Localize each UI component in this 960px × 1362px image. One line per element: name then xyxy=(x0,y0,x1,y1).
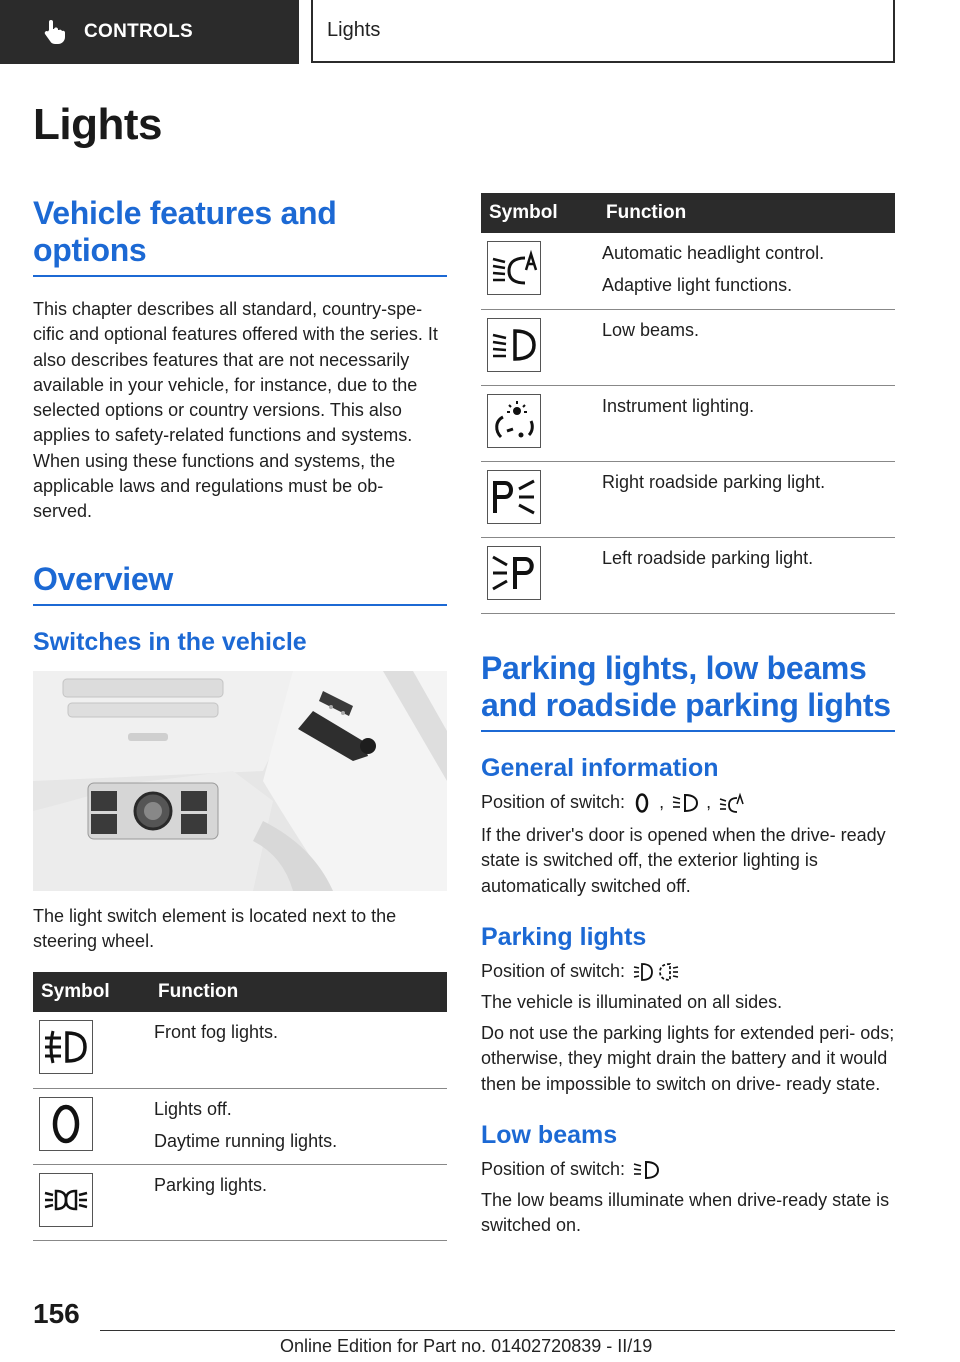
parking-lights-icon xyxy=(41,1178,91,1222)
low-beams-icon xyxy=(489,323,539,367)
right-column xyxy=(481,650,895,1239)
lights-off-icon xyxy=(633,792,651,814)
switch-caption: The light switch element is located next to the steering wheel. xyxy=(33,906,397,952)
function-text: Daytime running lights. xyxy=(154,1130,338,1151)
position-label: Position of switch: xyxy=(481,960,626,981)
general-info-heading: General information xyxy=(481,754,719,782)
function-text: Parking lights. xyxy=(154,1174,268,1195)
function-text: Right roadside parking light. xyxy=(602,471,826,492)
position-label: Position of switch: xyxy=(481,1159,626,1180)
function-column-header: Function xyxy=(594,193,895,233)
parking-lights-warning: Do not use the parking lights for extended peri‐ ods; otherwise, they might drain the battery and it would then be impossible to switch on drive‐ ready state. xyxy=(481,1023,895,1094)
front-fog-lights-icon xyxy=(41,1025,91,1069)
right-symbol-table xyxy=(481,193,895,614)
low-beams-icon xyxy=(633,1159,659,1181)
position-label: Position of switch: xyxy=(481,792,626,812)
function-text: Left roadside parking light. xyxy=(602,547,814,568)
page-number: 156 xyxy=(33,1298,80,1329)
parking-lights-icon xyxy=(633,961,679,983)
topic-tab xyxy=(311,0,895,63)
parking-lowbeam-heading: Parking lights, low beams and roadside parking lights xyxy=(481,650,895,732)
left-column xyxy=(33,195,447,657)
automatic-headlight-icon xyxy=(489,246,539,290)
function-text: Instrument lighting. xyxy=(602,395,755,416)
automatic-headlight-icon xyxy=(719,792,745,814)
low-beams-icon xyxy=(672,792,698,814)
symbol-column-header: Symbol xyxy=(33,972,146,1012)
parking-lights-text: The vehicle is illuminated on all sides. xyxy=(481,991,783,1012)
light-switch-photo xyxy=(33,671,447,891)
low-beams-switch-position xyxy=(481,1154,895,1184)
section-tab xyxy=(0,0,299,64)
left-parking-light-icon xyxy=(489,551,539,595)
instrument-lighting-icon xyxy=(489,399,539,443)
overview-heading: Overview xyxy=(33,561,447,606)
footer-divider xyxy=(100,1330,895,1331)
lights-off-icon xyxy=(41,1102,91,1146)
section-label: CONTROLS xyxy=(84,21,194,42)
function-text: Adaptive light functions. xyxy=(602,275,793,295)
hand-pointer-icon xyxy=(40,18,68,46)
vehicle-features-text: This chapter describes all standard, country-spe‐ cific and optional features offered with the series. It also describes features that are not necessarily available in your vehicle, for instance, due to the selected options or country versions. This also applies to safety-related functions and systems. When using these functions and systems, the applicable laws and regulations must be ob‐ served. xyxy=(33,299,438,522)
separator: , xyxy=(706,792,712,812)
edition-note: Online Edition for Part no. 01402720839 - II/19 xyxy=(280,1336,653,1356)
table-row xyxy=(33,1088,447,1164)
table-row xyxy=(481,233,895,309)
page-title: Lights xyxy=(33,100,162,149)
general-switch-positions xyxy=(481,787,895,817)
switches-heading: Switches in the vehicle xyxy=(33,627,307,656)
left-symbol-table xyxy=(33,972,447,1241)
function-text: Front fog lights. xyxy=(154,1022,279,1042)
parking-lights-heading: Parking lights xyxy=(481,922,647,951)
parking-switch-position xyxy=(481,956,895,986)
function-text: Low beams. xyxy=(602,319,700,340)
table-row xyxy=(33,1164,447,1240)
table-row xyxy=(481,309,895,385)
vehicle-features-heading: Vehicle features and options xyxy=(33,195,447,277)
low-beams-text: The low beams illuminate when drive-ready state is switched on. xyxy=(481,1190,890,1236)
table-row xyxy=(33,1012,447,1088)
topic-label: Lights xyxy=(327,19,381,41)
table-row xyxy=(481,461,895,537)
table-row xyxy=(481,385,895,461)
function-text: Automatic headlight control. xyxy=(602,243,825,263)
general-info-text: If the driver's door is opened when the drive‐ ready state is switched off, the exterior lighting is automatically switched off. xyxy=(481,825,886,896)
function-column-header: Function xyxy=(146,972,447,1012)
symbol-column-header: Symbol xyxy=(481,193,594,233)
function-text: Lights off. xyxy=(154,1098,232,1119)
low-beams-heading: Low beams xyxy=(481,1121,618,1150)
table-row xyxy=(481,537,895,613)
separator: , xyxy=(659,792,665,812)
right-parking-light-icon xyxy=(489,475,539,519)
